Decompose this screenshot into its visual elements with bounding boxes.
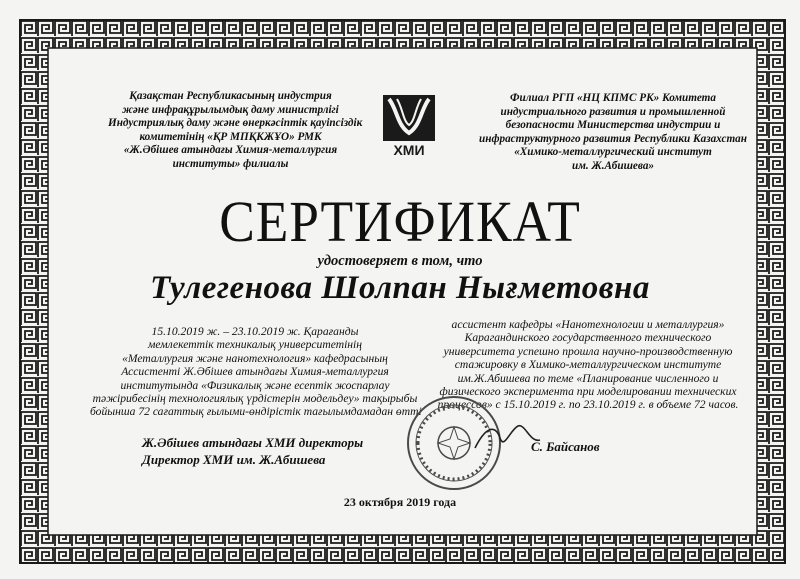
left-org-line: институты» филиалы (172, 157, 289, 170)
issue-date: 23 октября 2019 года (343, 495, 457, 509)
right-body-line: физического эксперимента при моделировании технических (439, 385, 737, 399)
left-body-line: институтында «Физикалық және есептік жоспарлау (120, 378, 390, 392)
right-body-line: им.Ж.Абишева по теме «Планирование численного и (457, 371, 719, 385)
left-org-line: Қазақстан Республикасының индустрия (129, 90, 332, 102)
right-body-line: Карагандинского государственного технического (464, 331, 712, 345)
right-org-line: инфраструктурного развития Республики Казахстан (479, 132, 747, 145)
signer-name: С. Байсанов (531, 439, 600, 454)
director-title-kazakh: Ж.Әбішев атындағы ХМИ директоры (142, 435, 364, 450)
right-org-line: Филиал РГП «НЦ КПМС РК» Комитета (510, 92, 716, 104)
right-body-line: процессов» с 15.10.2019 г. по 23.10.2019 г. в объеме 72 часов. (437, 398, 739, 412)
left-org-line: «Ж.Әбішев атындағы Химия-металлургия (123, 144, 338, 157)
institute-logo (383, 95, 435, 157)
left-organization-header (108, 90, 363, 172)
director-title-russian: Директор ХМИ им. Ж.Абишева (142, 452, 326, 467)
right-org-line: «Химико-металлургический институт (514, 146, 712, 159)
left-body-line: тәжірибесінің технологиялық үрдістерін модельдеу» тақырыбы (92, 392, 418, 406)
left-body-line: мемлекеттік техникалық университетінің (147, 338, 363, 352)
left-body-line: бойынша 72 сағаттық ғылыми-өндірістік тағылымдамадан өтті (90, 405, 422, 419)
right-org-line: безопасности Министерства индустрии и (505, 119, 721, 132)
left-body-text (90, 325, 420, 419)
left-body-line: «Металлургия және нанотехнология» кафедрасының (122, 351, 388, 365)
certificate-title: СЕРТИФИКАТ (219, 189, 581, 254)
left-org-line: комитетінің «ҚР МПҚКЖҰО» РМК (139, 130, 322, 143)
left-org-line: Индустриялық даму және өнеркәсіптік қауіпсіздік (108, 117, 363, 130)
right-body-line: ассистент кафедры «Нанотехнологии и металлургия» (451, 318, 725, 331)
left-body-line: 15.10.2019 ж. – 23.10.2019 ж. Қарағанды (151, 325, 359, 338)
right-body-line: университета успешно прошла научно-производственную (443, 344, 733, 358)
logo-text: ХМИ (393, 142, 425, 157)
right-org-line: индустриального развития и промышленной (500, 105, 726, 118)
right-organization-header (478, 92, 748, 174)
left-body-line: Ассистенті Ж.Әбішев атындағы Химия-металлургия (121, 365, 389, 379)
right-body-line: стажировку в Химико-металлургическом институте (454, 358, 722, 372)
left-org-line: және инфрақұрылымдық даму министрлігі (122, 103, 339, 116)
certificate-subtitle: удостоверяет в том, что (317, 253, 483, 269)
recipient-name: Тулегенова Шолпан Нығметовна (150, 270, 650, 306)
right-org-line: им. Ж.Абишева» (571, 159, 655, 172)
